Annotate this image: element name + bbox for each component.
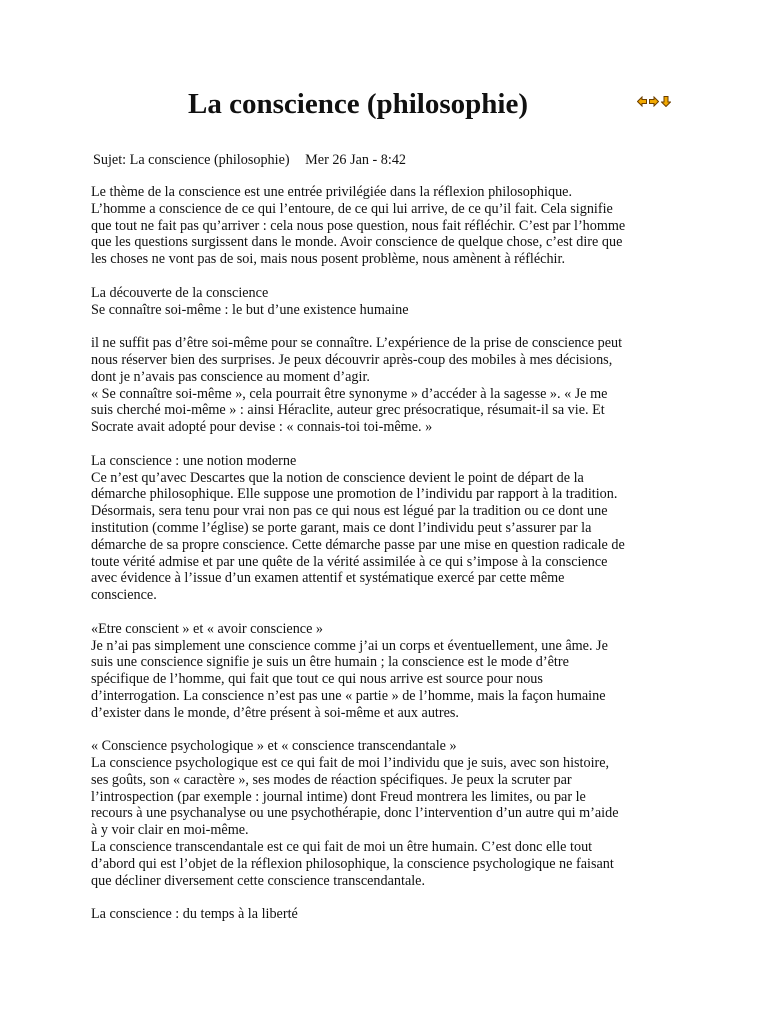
text-line: à y voir clair en moi-même. bbox=[91, 822, 249, 839]
subject-text: Sujet: La conscience (philosophie) bbox=[93, 152, 290, 168]
text-line: ses goûts, son « caractère », ses modes de réaction spécifiques. Je peux la scruter par bbox=[91, 771, 572, 788]
text-line: « Conscience psychologique » et « conscience transcendantale » bbox=[91, 738, 457, 755]
text-line: recours à une psychanalyse ou une psychothérapie, donc l’intervention d’un autre qui m’aide bbox=[91, 805, 619, 822]
article-body bbox=[91, 184, 691, 923]
text-line: suis une conscience signifie je suis un être humain ; la conscience est le mode d’être bbox=[91, 654, 569, 671]
text-line: que les questions surgissent dans le monde. Avoir conscience de quelque chose, c’est dire que bbox=[91, 234, 623, 251]
text-line: d’abord qui est l’objet de la réflexion philosophique, la conscience psychologique ne faisant bbox=[91, 855, 614, 872]
text-line: spécifique de l’homme, qui fait que tout ce qui nous arrive est source pour nous bbox=[91, 671, 543, 688]
text-line: L’homme a conscience de ce qui l’entoure, de ce qui lui arrive, de ce qu’il fait. Cela signifie bbox=[91, 200, 613, 217]
text-line: les choses ne vont pas de soi, mais nous posent problème, nous amènent à réfléchir. bbox=[91, 251, 565, 268]
paragraph-block bbox=[91, 738, 691, 889]
text-line: Socrate avait adopté pour devise : « connais-toi toi-même. » bbox=[91, 419, 433, 436]
paragraph-spacer bbox=[91, 318, 691, 335]
paragraph-spacer bbox=[91, 268, 691, 285]
post-date: Mer 26 Jan - 8:42 bbox=[305, 152, 407, 168]
text-line: démarche de sa propre conscience. Cette démarche passe par une mise en question radicale de bbox=[91, 536, 625, 553]
page-title: La conscience (philosophie) bbox=[188, 88, 528, 120]
text-line: toute vérité admise et par une quête de la vérité assimilée à ce qui s’impose à la conscience bbox=[91, 553, 608, 570]
text-line: « Se connaître soi-même », cela pourrait être synonyme » d’accéder à la sagesse ». « Je me bbox=[91, 385, 608, 402]
paragraph-spacer bbox=[91, 722, 691, 739]
paragraph-spacer bbox=[91, 889, 691, 906]
paragraph-block bbox=[91, 285, 691, 319]
text-line: suis cherché moi-même » : ainsi Héraclite, auteur grec présocratique, résumait-il sa vie. Et bbox=[91, 402, 605, 419]
text-line: Le thème de la conscience est une entrée privilégiée dans la réflexion philosophique. bbox=[91, 184, 573, 200]
text-line: La conscience transcendantale est ce qui fait de moi un être humain. C’est donc elle tout bbox=[91, 839, 593, 856]
down-arrow-icon[interactable] bbox=[661, 96, 671, 107]
text-line: que décliner diversement cette conscience transcendantale. bbox=[91, 872, 426, 889]
text-line: Ce n’est qu’avec Descartes que la notion de conscience devient le point de départ de la bbox=[91, 469, 584, 486]
next-topic-icon[interactable] bbox=[649, 96, 659, 107]
text-line: La conscience psychologique est ce qui fait de moi l’individu que je suis, avec son histoire, bbox=[91, 755, 610, 772]
text-line: La conscience : du temps à la liberté bbox=[91, 906, 298, 923]
paragraph-block bbox=[91, 621, 691, 722]
text-line: l’introspection (par exemple : journal intime) dont Freud montrera les limites, ou par le bbox=[91, 788, 586, 805]
paragraph-block bbox=[91, 335, 691, 436]
text-line: d’interrogation. La conscience n’est pas une « partie » de l’homme, mais la façon humaine bbox=[91, 687, 606, 704]
text-line: Désormais, sera tenu pour vrai non pas ce qui nous est légué par la tradition ou ce dont une bbox=[91, 503, 608, 520]
text-line: Je n’ai pas simplement une conscience comme j’ai un corps et éventuellement, une âme. Je bbox=[91, 637, 608, 654]
text-line: il ne suffit pas d’être soi-même pour se connaître. L’expérience de la prise de conscience peut bbox=[91, 335, 623, 352]
paragraph-block bbox=[91, 906, 691, 923]
paragraph-spacer bbox=[91, 604, 691, 621]
text-line: La conscience : une notion moderne bbox=[91, 452, 297, 469]
paragraph-block bbox=[91, 453, 691, 604]
text-line: que tout ne fait pas qu’arriver : cela nous pose question, nous fait réfléchir. C’est par l’homme bbox=[91, 217, 626, 234]
previous-topic-icon[interactable] bbox=[637, 96, 647, 107]
paragraph-block bbox=[91, 184, 691, 268]
text-line: d’exister dans le monde, d’être présent à soi-même et aux autres. bbox=[91, 704, 459, 721]
text-line: conscience. bbox=[91, 587, 157, 604]
subject-line bbox=[93, 151, 406, 170]
paragraph-spacer bbox=[91, 436, 691, 453]
text-line: La découverte de la conscience bbox=[91, 284, 269, 301]
text-line: nous réserver bien des surprises. Je peux découvrir après-coup des mobiles à mes décisions, bbox=[91, 351, 613, 368]
text-line: Se connaître soi-même : le but d’une existence humaine bbox=[91, 301, 409, 318]
text-line: institution (comme l’église) se porte garant, mais ce dont l’individu peut s’assurer par la bbox=[91, 519, 592, 536]
text-line: dont je n’avais pas conscience au moment d’agir. bbox=[91, 368, 370, 385]
topic-navigation bbox=[637, 96, 671, 107]
text-line: avec évidence à l’issue d’un examen attentif et systématique exercé par cette même bbox=[91, 570, 565, 587]
text-line: «Etre conscient » et « avoir conscience » bbox=[91, 620, 324, 637]
text-line: démarche philosophique. Elle suppose une promotion de l’individu par rapport à la tradition. bbox=[91, 486, 618, 503]
